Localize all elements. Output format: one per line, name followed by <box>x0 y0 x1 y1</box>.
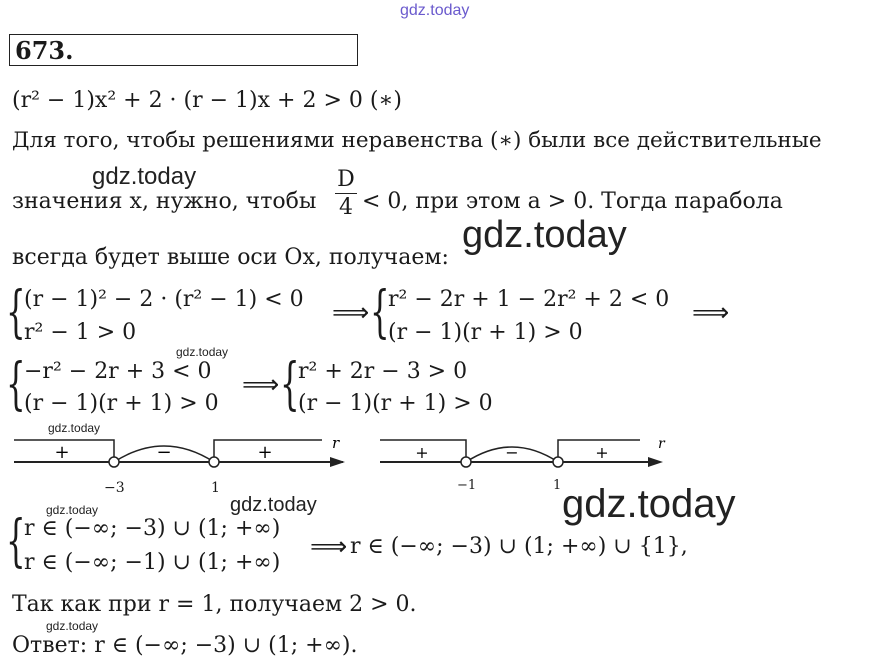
system-5-line-1: r ∈ (−∞; −3) ∪ (1; +∞) <box>24 516 281 541</box>
text-line-4: Так как при r = 1, получаем 2 > 0. <box>12 592 417 617</box>
axis-arrow-icon <box>648 457 663 467</box>
fraction-denominator: 4 <box>339 195 353 220</box>
fraction-d-over-4 <box>333 167 359 220</box>
sign-1: + <box>415 443 429 462</box>
system-4-brace: { <box>280 352 300 417</box>
system-5-brace: { <box>6 509 26 574</box>
system-3-brace: { <box>6 352 26 417</box>
axis-variable: r <box>332 434 340 452</box>
implies-arrow-2: ⟹ <box>692 298 730 328</box>
sign-3: + <box>257 442 273 463</box>
number-line-1 <box>10 432 360 492</box>
number-line-2-point-2-label: 1 <box>553 478 562 493</box>
system-2-line-1: r² − 2r + 1 − 2r² + 2 < 0 <box>388 287 670 312</box>
system-2-brace: { <box>370 280 390 345</box>
system-1-brace: { <box>6 280 26 345</box>
axis-arrow-icon <box>330 457 345 467</box>
text-line-1: Для того, чтобы решениями неравенства (∗) были все действительные <box>12 128 822 153</box>
watermark-top: gdz.today <box>400 2 470 19</box>
implies-arrow-3: ⟹ <box>242 370 280 400</box>
watermark-5: gdz.today <box>230 494 317 516</box>
watermark-4: gdz.today <box>48 421 101 435</box>
text-line-2a: значения x, нужно, чтобы <box>12 189 317 214</box>
answer-line: Ответ: r ∈ (−∞; −3) ∪ (1; +∞). <box>12 633 358 658</box>
text-line-2b: < 0, при этом a > 0. Тогда парабола <box>362 189 783 214</box>
system-4-line-2: (r − 1)(r + 1) > 0 <box>298 391 493 416</box>
sign-1: + <box>54 442 70 463</box>
system-5-line-2: r ∈ (−∞; −1) ∪ (1; +∞) <box>24 550 281 575</box>
problem-number: 673. <box>15 36 74 65</box>
open-point-1 <box>461 457 471 467</box>
fraction-numerator: D <box>337 167 355 192</box>
open-point-2 <box>553 457 563 467</box>
fraction-bar <box>335 193 357 194</box>
axis-variable: r <box>658 436 665 452</box>
number-line-1-point-1-label: −3 <box>104 480 125 496</box>
system-1-line-1: (r − 1)² − 2 · (r² − 1) < 0 <box>24 287 304 312</box>
sign-2: − <box>505 443 519 462</box>
number-line-1-point-2-label: 1 <box>211 480 220 496</box>
result-set: r ∈ (−∞; −3) ∪ (1; +∞) ∪ {1}, <box>350 534 688 559</box>
open-point-1 <box>109 457 119 467</box>
system-3-line-1: −r² − 2r + 3 < 0 <box>24 359 212 384</box>
problem-number-box <box>9 34 358 66</box>
watermark-2: gdz.today <box>462 214 627 256</box>
system-1-line-2: r² − 1 > 0 <box>24 320 137 345</box>
system-3-line-2: (r − 1)(r + 1) > 0 <box>24 391 219 416</box>
implies-arrow-4: ⟹ <box>310 532 348 562</box>
system-2-line-2: (r − 1)(r + 1) > 0 <box>388 320 583 345</box>
sign-3: + <box>595 443 609 462</box>
main-inequality: (r² − 1)x² + 2 · (r − 1)x + 2 > 0 (∗) <box>12 88 402 113</box>
watermark-1: gdz.today <box>92 163 197 190</box>
implies-arrow-1: ⟹ <box>332 298 370 328</box>
sign-2: − <box>156 442 172 463</box>
open-point-2 <box>209 457 219 467</box>
watermark-8: gdz.today <box>46 619 99 633</box>
watermark-7: gdz.today <box>46 503 99 517</box>
number-line-2-point-1-label: −1 <box>457 478 477 493</box>
system-4-line-1: r² + 2r − 3 > 0 <box>298 359 468 384</box>
text-line-3: всегда будет выше оси Ox, получаем: <box>12 245 449 270</box>
watermark-3: gdz.today <box>176 345 229 359</box>
watermark-6: gdz.today <box>562 482 736 526</box>
